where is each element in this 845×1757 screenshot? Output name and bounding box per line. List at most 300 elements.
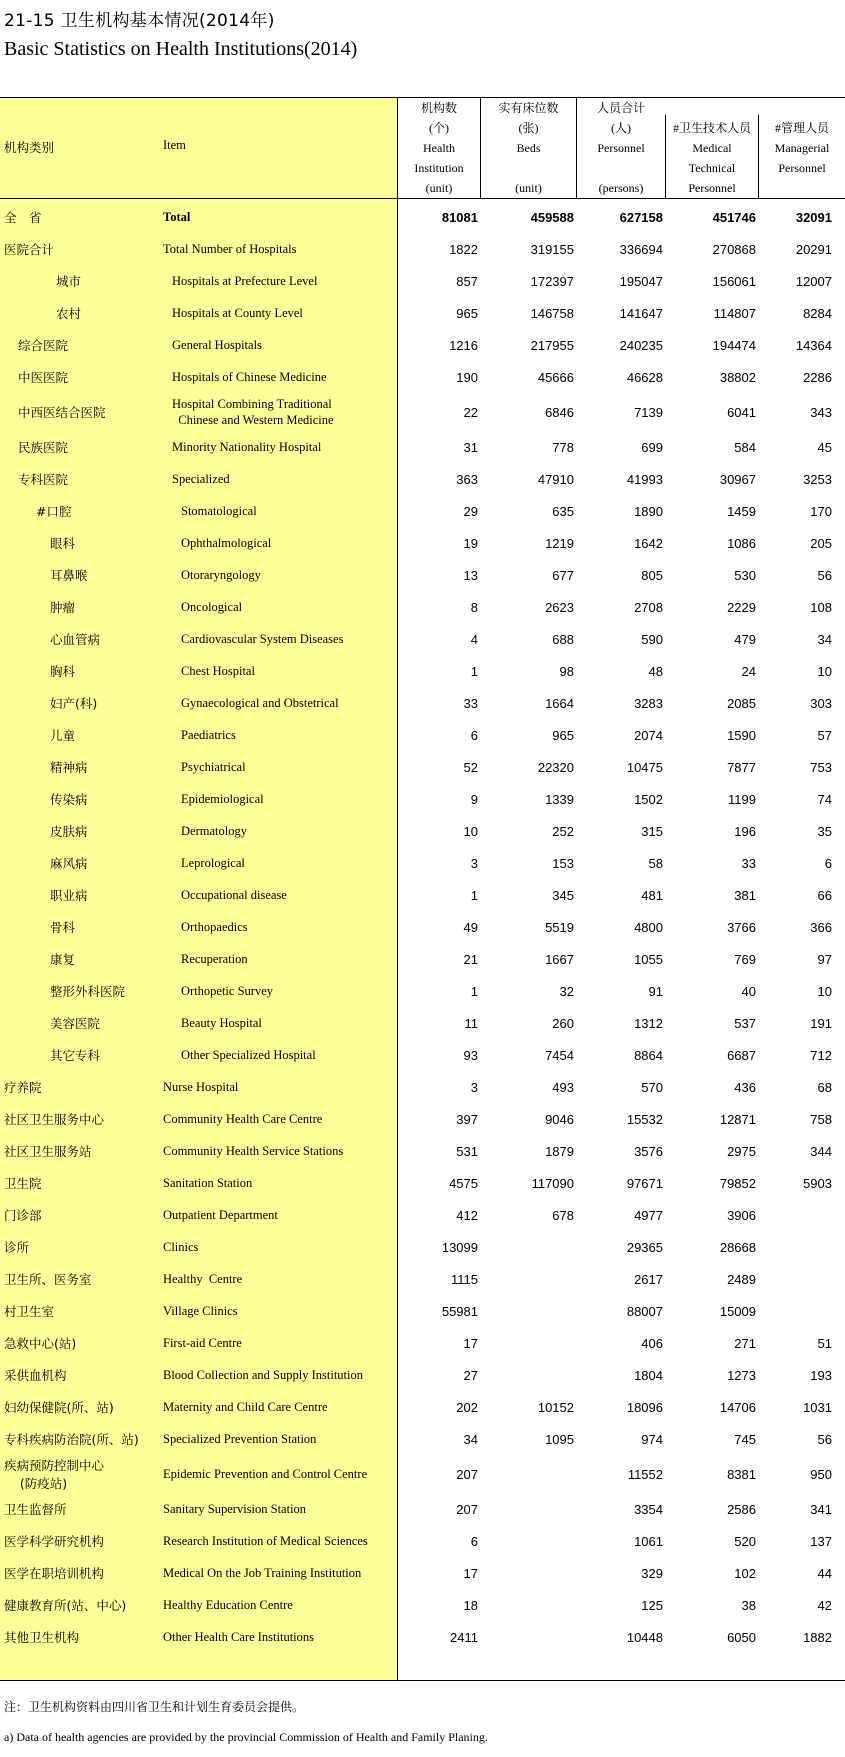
cell-institutions: 29 <box>463 503 478 519</box>
cell-managerial: 1031 <box>803 1399 832 1415</box>
cell-personnel: 2074 <box>634 727 663 743</box>
cell-beds: 319155 <box>530 241 574 257</box>
cell-personnel: 48 <box>648 663 663 679</box>
cell-managerial: 66 <box>817 887 832 903</box>
row-category-cn: 其它专科 <box>50 1048 101 1063</box>
cell-institutions: 3 <box>470 1079 478 1095</box>
cell-beds <box>482 1263 574 1295</box>
cell-managerial: 191 <box>810 1015 832 1031</box>
row-item-en: Otoraryngology <box>181 568 261 582</box>
row-item-en: Recuperation <box>181 952 248 966</box>
cell-managerial: 44 <box>817 1565 832 1581</box>
cell-managerial: 753 <box>810 759 832 775</box>
table-row <box>0 719 845 751</box>
cell-beds: 47910 <box>537 471 574 487</box>
cell-managerial: 51 <box>817 1335 832 1351</box>
table-row <box>0 783 845 815</box>
cell-personnel: 29365 <box>626 1239 663 1255</box>
cell-personnel: 406 <box>641 1335 663 1351</box>
cell-managerial: 8284 <box>803 305 832 321</box>
cell-personnel: 10448 <box>626 1629 663 1645</box>
cell-managerial: 303 <box>810 695 832 711</box>
cell-managerial: 20291 <box>795 241 832 257</box>
row-category-cn: 肿瘤 <box>50 600 76 615</box>
header-beds: 实有床位数 (张) Beds (unit) <box>498 101 559 195</box>
cell-medical-technical: 38 <box>741 1597 756 1613</box>
cell-managerial <box>760 1199 832 1231</box>
table-row <box>0 1525 845 1557</box>
table-row <box>0 751 845 783</box>
row-item-en: Nurse Hospital <box>163 1080 239 1094</box>
row-category-cn: 社区卫生服务中心 <box>4 1112 105 1127</box>
cell-institutions: 21 <box>463 951 478 967</box>
table-row <box>0 361 845 393</box>
cell-medical-technical: 1459 <box>727 503 756 519</box>
row-category-cn: 骨科 <box>50 920 76 935</box>
cell-institutions: 11 <box>464 1015 478 1031</box>
cell-medical-technical: 584 <box>734 439 756 455</box>
row-item-en: Sanitation Station <box>163 1176 253 1190</box>
table-row <box>0 847 845 879</box>
row-category-cn: 中西医结合医院 <box>18 405 106 420</box>
cell-medical-technical: 436 <box>734 1079 756 1095</box>
row-item-en: Epidemic Prevention and Control Centre <box>163 1467 368 1481</box>
table-row <box>0 1103 845 1135</box>
cell-medical-technical: 1199 <box>728 791 756 807</box>
row-item-en: Research Institution of Medical Sciences <box>163 1534 368 1548</box>
cell-personnel: 58 <box>648 855 663 871</box>
row-item-en: Healthy Education Centre <box>163 1598 293 1612</box>
table-row <box>0 1621 845 1653</box>
header-medical-technical-personnel: #卫生技术人员 Medical Technical Personnel <box>672 121 751 195</box>
cell-managerial: 56 <box>817 1431 832 1447</box>
cell-medical-technical: 7877 <box>727 759 756 775</box>
row-category-cn: 麻风病 <box>50 856 88 871</box>
row-item-en: Hospitals of Chinese Medicine <box>172 370 327 384</box>
table-row <box>0 495 845 527</box>
cell-medical-technical: 14706 <box>719 1399 756 1415</box>
row-category-cn: 美容医院 <box>50 1016 101 1031</box>
cell-institutions: 55981 <box>441 1303 478 1319</box>
row-item-en: Leprological <box>181 856 245 870</box>
row-category-cn: 胸科 <box>50 664 76 679</box>
cell-institutions: 397 <box>456 1111 478 1127</box>
cell-beds: 688 <box>552 631 574 647</box>
row-category-cn: 心血管病 <box>50 632 101 647</box>
row-category-cn: 儿童 <box>50 728 76 743</box>
row-item-en: Orthopetic Survey <box>181 984 273 998</box>
row-item-en: Hospitals at County Level <box>172 306 303 320</box>
row-category-cn: 急救中心(站) <box>4 1336 77 1351</box>
cell-personnel: 590 <box>641 631 663 647</box>
cell-institutions: 857 <box>456 273 478 289</box>
table-row <box>0 265 845 297</box>
cell-managerial: 108 <box>810 599 832 615</box>
cell-beds: 1095 <box>545 1431 574 1447</box>
cell-managerial: 10 <box>817 663 832 679</box>
cell-beds: 1879 <box>545 1143 574 1159</box>
cell-institutions: 9 <box>470 791 478 807</box>
cell-managerial: 366 <box>810 919 832 935</box>
row-item-en: Other Specialized Hospital <box>181 1048 316 1062</box>
row-item-en: Epidemiological <box>181 792 264 806</box>
row-category-cn: 诊所 <box>4 1240 30 1255</box>
cell-medical-technical: 479 <box>734 631 756 647</box>
cell-institutions: 6 <box>470 727 478 743</box>
row-item-en: Community Health Care Centre <box>163 1112 323 1126</box>
cell-personnel: 18096 <box>626 1399 663 1415</box>
row-item-en: Sanitary Supervision Station <box>163 1502 307 1516</box>
table-row <box>0 815 845 847</box>
row-item-en: General Hospitals <box>172 338 262 352</box>
row-category-cn: 康复 <box>50 952 76 967</box>
cell-managerial: 14364 <box>795 337 832 353</box>
cell-institutions: 27 <box>463 1367 478 1383</box>
row-category-cn: 卫生院 <box>4 1176 42 1191</box>
row-item-en: Hospitals at Prefecture Level <box>172 274 318 288</box>
header-category-cn: 机构类别 <box>4 140 55 155</box>
row-category-cn: 全 省 <box>4 210 42 225</box>
cell-institutions: 52 <box>463 759 478 775</box>
cell-personnel: 1061 <box>634 1533 663 1549</box>
row-item-en: Dermatology <box>181 824 247 838</box>
row-category-cn: 眼科 <box>50 536 76 551</box>
row-category-cn: 专科疾病防治院(所、站) <box>4 1432 139 1447</box>
row-category-cn: #口腔 <box>36 504 72 519</box>
cell-managerial <box>760 1263 832 1295</box>
cell-beds: 146758 <box>530 305 574 321</box>
cell-beds <box>482 1557 574 1589</box>
cell-personnel: 1502 <box>634 791 663 807</box>
row-item-en: Other Health Care Institutions <box>163 1630 315 1644</box>
footnote-en: a) Data of health agencies are provided by the provincial Commission of Health and Family Planing. <box>4 1730 488 1744</box>
cell-personnel: 240235 <box>619 337 663 353</box>
row-item-en: Gynaecological and Obstetrical <box>181 696 339 710</box>
row-item-en: Orthopaedics <box>181 920 248 934</box>
cell-institutions: 3 <box>470 855 478 871</box>
cell-managerial: 10 <box>817 983 832 999</box>
cell-managerial: 137 <box>810 1533 832 1549</box>
table-row <box>0 233 845 265</box>
cell-beds: 345 <box>552 887 574 903</box>
cell-personnel: 1312 <box>634 1015 663 1031</box>
row-item-en: Medical On the Job Training Institution <box>163 1566 362 1580</box>
cell-managerial: 32091 <box>795 209 832 225</box>
cell-medical-technical: 28668 <box>719 1239 756 1255</box>
table-row <box>0 911 845 943</box>
header-item-en: Item <box>163 138 186 152</box>
cell-beds: 153 <box>552 855 574 871</box>
cell-personnel: 15532 <box>626 1111 663 1127</box>
row-item-en: Minority Nationality Hospital <box>172 440 322 454</box>
cell-personnel: 3283 <box>634 695 663 711</box>
table-row <box>0 655 845 687</box>
table-row <box>0 1557 845 1589</box>
row-category-cn: 耳鼻喉 <box>50 568 88 583</box>
row-item-en: Occupational disease <box>181 888 287 902</box>
cell-beds <box>482 1327 574 1359</box>
cell-beds: 1667 <box>545 951 574 967</box>
cell-medical-technical: 194474 <box>712 337 756 353</box>
cell-personnel: 2708 <box>634 599 663 615</box>
cell-institutions: 2411 <box>450 1629 478 1645</box>
table-row <box>0 297 845 329</box>
cell-medical-technical: 15009 <box>719 1303 756 1319</box>
cell-managerial: 42 <box>817 1597 832 1613</box>
cell-beds: 22320 <box>537 759 574 775</box>
cell-personnel: 627158 <box>619 209 663 225</box>
cell-institutions: 1 <box>470 887 478 903</box>
cell-institutions: 34 <box>463 1431 478 1447</box>
cell-beds: 6846 <box>545 404 574 420</box>
cell-personnel: 3576 <box>634 1143 663 1159</box>
cell-institutions: 13099 <box>441 1239 478 1255</box>
row-item-en: Stomatological <box>181 504 257 518</box>
cell-medical-technical: 520 <box>734 1533 756 1549</box>
cell-medical-technical: 33 <box>741 855 756 871</box>
table-row <box>0 1295 845 1327</box>
cell-medical-technical: 745 <box>734 1431 756 1447</box>
cell-personnel: 481 <box>641 887 663 903</box>
cell-personnel: 1642 <box>634 535 663 551</box>
cell-medical-technical: 381 <box>734 887 756 903</box>
cell-medical-technical: 2586 <box>727 1501 756 1517</box>
cell-managerial: 5903 <box>803 1175 832 1191</box>
cell-managerial: 56 <box>817 567 832 583</box>
cell-institutions: 531 <box>456 1143 478 1159</box>
table-row <box>0 623 845 655</box>
cell-beds <box>482 1525 574 1557</box>
row-item-en: Ophthalmological <box>181 536 272 550</box>
cell-medical-technical: 102 <box>734 1565 756 1581</box>
cell-managerial: 68 <box>817 1079 832 1095</box>
cell-medical-technical: 1590 <box>727 727 756 743</box>
cell-personnel: 10475 <box>626 759 663 775</box>
table-row <box>0 527 845 559</box>
cell-medical-technical: 1273 <box>727 1367 756 1383</box>
table-row <box>0 559 845 591</box>
table-row <box>0 1199 845 1231</box>
cell-institutions: 202 <box>456 1399 478 1415</box>
cell-beds <box>482 1621 574 1653</box>
row-item-en: Paediatrics <box>181 728 236 742</box>
row-category-cn: 中医医院 <box>18 370 69 385</box>
cell-personnel: 329 <box>641 1565 663 1581</box>
row-item-en: Beauty Hospital <box>181 1016 262 1030</box>
cell-institutions: 17 <box>463 1565 478 1581</box>
cell-medical-technical: 6041 <box>727 404 756 420</box>
table-row <box>0 329 845 361</box>
cell-managerial: 758 <box>810 1111 832 1127</box>
row-category-cn: 其他卫生机构 <box>4 1630 80 1645</box>
cell-beds: 677 <box>552 567 574 583</box>
cell-managerial <box>760 1295 832 1327</box>
row-category-cn: 卫生监督所 <box>4 1502 67 1517</box>
cell-beds: 678 <box>552 1207 574 1223</box>
cell-institutions: 4 <box>470 631 478 647</box>
cell-beds: 635 <box>552 503 574 519</box>
row-category-cn: 村卫生室 <box>4 1304 55 1319</box>
table-row <box>0 591 845 623</box>
cell-medical-technical: 156061 <box>712 273 756 289</box>
row-category-cn: 疗养院 <box>4 1080 42 1095</box>
cell-beds: 98 <box>559 663 574 679</box>
row-category-cn: 健康教育所(站、中心) <box>4 1598 127 1613</box>
cell-beds: 1339 <box>545 791 574 807</box>
cell-beds: 778 <box>552 439 574 455</box>
row-item-en: Village Clinics <box>163 1304 238 1318</box>
row-item-en: Specialized <box>172 472 230 486</box>
cell-medical-technical: 530 <box>734 567 756 583</box>
table-body <box>0 201 845 1653</box>
cell-personnel: 4977 <box>634 1207 663 1223</box>
cell-beds: 252 <box>552 823 574 839</box>
table-row <box>0 1589 845 1621</box>
table-row <box>0 975 845 1007</box>
table-row <box>0 1231 845 1263</box>
cell-beds: 117090 <box>531 1175 574 1191</box>
cell-medical-technical: 79852 <box>719 1175 756 1191</box>
cell-managerial: 205 <box>810 535 832 551</box>
cell-institutions: 207 <box>456 1466 478 1482</box>
table-row <box>0 1135 845 1167</box>
cell-personnel: 88007 <box>626 1303 663 1319</box>
row-item-en: Chest Hospital <box>181 664 255 678</box>
cell-managerial: 45 <box>817 439 832 455</box>
cell-institutions: 4575 <box>449 1175 478 1191</box>
cell-personnel: 46628 <box>626 369 663 385</box>
cell-personnel: 699 <box>641 439 663 455</box>
cell-beds <box>482 1231 574 1263</box>
row-category-cn: 门诊部 <box>4 1208 42 1223</box>
cell-institutions: 81081 <box>441 209 478 225</box>
cell-institutions: 207 <box>456 1501 478 1517</box>
row-category-cn: 专科医院 <box>18 472 69 487</box>
row-category-cn: 妇幼保健院(所、站) <box>4 1400 114 1415</box>
cell-medical-technical: 114807 <box>713 305 756 321</box>
table-row <box>0 1071 845 1103</box>
row-item-en: Healthy Centre <box>163 1272 243 1286</box>
row-category-cn: 农村 <box>56 306 82 321</box>
table-row <box>0 463 845 495</box>
cell-institutions: 17 <box>463 1335 478 1351</box>
cell-managerial: 3253 <box>803 471 832 487</box>
cell-managerial: 2286 <box>803 369 832 385</box>
row-item-en: Community Health Service Stations <box>163 1144 344 1158</box>
cell-beds: 10152 <box>537 1399 574 1415</box>
cell-medical-technical: 270868 <box>712 241 756 257</box>
cell-personnel: 41993 <box>626 471 663 487</box>
cell-beds: 9046 <box>545 1111 574 1127</box>
cell-managerial: 712 <box>810 1047 832 1063</box>
cell-institutions: 1822 <box>449 241 478 257</box>
table-row <box>0 1167 845 1199</box>
cell-institutions: 190 <box>456 369 478 385</box>
table-row <box>0 1263 845 1295</box>
footnote-cn: 注：卫生机构资料由四川省卫生和计划生育委员会提供。 <box>4 1700 305 1714</box>
cell-institutions: 1216 <box>449 337 478 353</box>
cell-medical-technical: 6050 <box>727 1629 756 1645</box>
cell-managerial: 193 <box>810 1367 832 1383</box>
row-item-en: First-aid Centre <box>163 1336 242 1350</box>
cell-personnel: 2617 <box>634 1271 663 1287</box>
cell-beds: 1219 <box>545 535 574 551</box>
row-item-en: Specialized Prevention Station <box>163 1432 317 1446</box>
table-row <box>0 1039 845 1071</box>
row-item-en: Hospital Combining Traditional Chinese and Western Medicine <box>172 397 334 427</box>
table-row <box>0 1359 845 1391</box>
cell-personnel: 7139 <box>634 404 663 420</box>
row-category-cn: 医院合计 <box>4 242 55 257</box>
cell-managerial: 1882 <box>803 1629 832 1645</box>
cell-managerial: 341 <box>810 1501 832 1517</box>
cell-personnel: 4800 <box>634 919 663 935</box>
row-category-cn: 精神病 <box>50 760 88 775</box>
cell-institutions: 13 <box>463 567 478 583</box>
cell-managerial: 57 <box>817 727 832 743</box>
row-category-cn: 城市 <box>56 274 82 289</box>
cell-medical-technical: 271 <box>734 1335 756 1351</box>
cell-medical-technical: 451746 <box>712 209 756 225</box>
table-title-cn: 21-15 卫生机构基本情况(2014年) <box>4 11 275 31</box>
table-row <box>0 1327 845 1359</box>
cell-personnel: 1055 <box>634 951 663 967</box>
cell-beds: 5519 <box>545 919 574 935</box>
table-row <box>0 943 845 975</box>
row-category-cn: 整形外科医院 <box>50 984 126 999</box>
header-bottom-rule <box>0 198 845 199</box>
table-row <box>0 879 845 911</box>
header-personnel: 人员合计 (人) Personnel (persons) <box>596 101 645 195</box>
cell-medical-technical: 196 <box>734 823 756 839</box>
cell-institutions: 18 <box>463 1597 478 1613</box>
cell-institutions: 1 <box>470 663 478 679</box>
cell-medical-technical: 2489 <box>727 1271 756 1287</box>
row-category-cn: 综合医院 <box>18 338 69 353</box>
cell-beds: 965 <box>552 727 574 743</box>
cell-medical-technical: 2975 <box>727 1143 756 1159</box>
table-row <box>0 687 845 719</box>
table-row <box>0 1423 845 1455</box>
cell-institutions: 8 <box>470 599 478 615</box>
row-category-cn: 疾病预防控制中心 (防疫站) <box>4 1458 105 1491</box>
cell-beds: 172397 <box>530 273 574 289</box>
row-category-cn: 医学科学研究机构 <box>4 1534 105 1549</box>
cell-personnel: 91 <box>648 983 663 999</box>
header-managerial-personnel: #管理人员 Managerial Personnel <box>774 121 830 175</box>
row-item-en: Cardiovascular System Diseases <box>181 632 344 646</box>
cell-personnel: 141647 <box>619 305 663 321</box>
row-category-cn: 采供血机构 <box>4 1368 67 1383</box>
cell-institutions: 19 <box>463 535 478 551</box>
cell-personnel: 336694 <box>619 241 663 257</box>
cell-institutions: 1115 <box>451 1271 478 1287</box>
cell-managerial: 34 <box>817 631 832 647</box>
bottom-rule <box>0 1680 845 1681</box>
cell-personnel: 315 <box>641 823 663 839</box>
cell-institutions: 22 <box>463 404 478 420</box>
cell-personnel: 1804 <box>634 1367 663 1383</box>
cell-beds <box>482 1359 574 1391</box>
row-category-cn: 医学在职培训机构 <box>4 1566 105 1581</box>
cell-beds <box>482 1455 574 1493</box>
cell-medical-technical: 6687 <box>727 1047 756 1063</box>
cell-personnel: 805 <box>641 567 663 583</box>
row-item-en: Oncological <box>181 600 243 614</box>
cell-beds: 7454 <box>545 1047 574 1063</box>
table-row <box>0 393 845 431</box>
row-category-cn: 传染病 <box>50 792 88 807</box>
